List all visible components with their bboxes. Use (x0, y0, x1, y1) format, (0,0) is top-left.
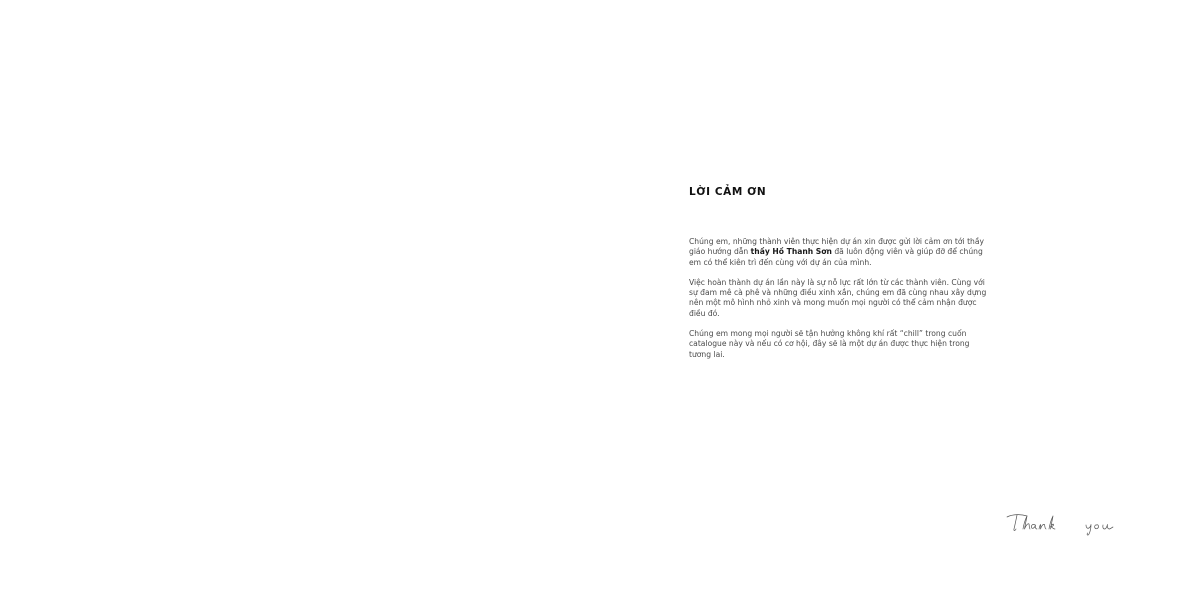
advisor-name: thầy Hồ Thanh Sơn (750, 247, 832, 257)
paragraph-1-start: Chúng em, những thành viên thực hiện dự án xin được gửi lời cảm ơn tới thầy giáo hướng dẫn (689, 237, 985, 257)
paragraph-1-end: đã luôn động viên và giúp đỡ để chúng em có thể kiên trì đến cùng với dự án của mình. (689, 247, 983, 267)
acknowledgement-body (689, 237, 989, 370)
thank-you-signature (1005, 508, 1125, 538)
right-page (591, 0, 1183, 591)
page-title: LỜI CẢM ƠN (689, 186, 767, 198)
paragraph-1 (689, 237, 989, 268)
paragraph-3: Chúng em mong mọi người sẽ tận hưởng không khí rất “chill” trong cuốn catalogue này và nếu có cơ hội, đây sẽ là một dự án được thực hiện trong tương lai. (689, 329, 970, 359)
paragraph-2: Việc hoàn thành dự án lần này là sự nỗ lực rất lớn từ các thành viên. Cùng với sự đam mê cà phê và những điều xinh xắn, chúng em đã cùng nhau xây dựng nên một mô hình nhỏ xinh và mong muốn mọi người có thể cảm nhận được điều đó. (689, 277, 987, 318)
left-page-blank (0, 0, 591, 591)
signature-script-icon (1005, 508, 1125, 538)
